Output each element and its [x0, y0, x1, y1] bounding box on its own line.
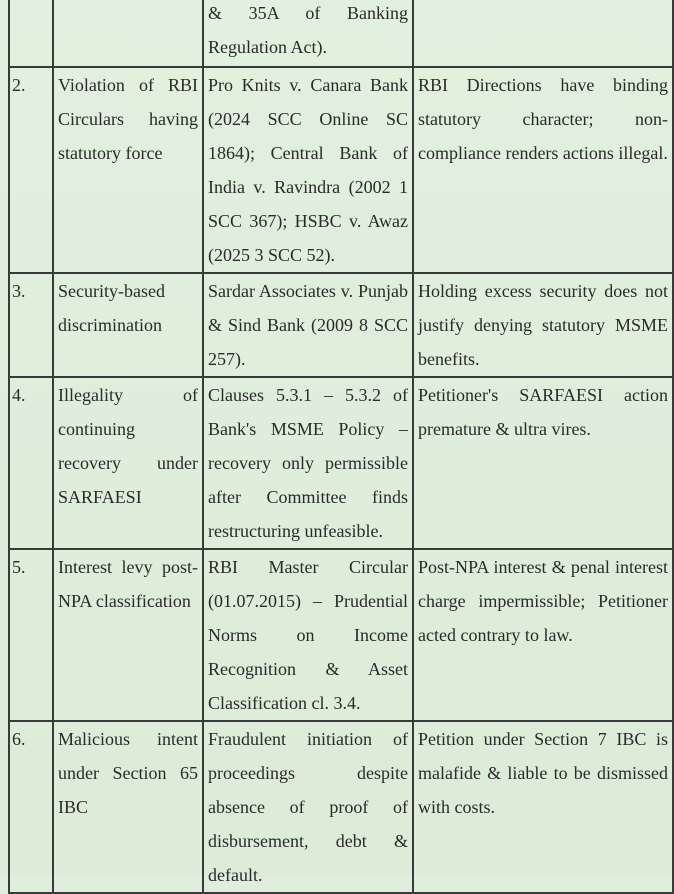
authority-cell: Clauses 5.3.1 – 5.3.2 of Bank's MSME Policy – recovery only permissible after Committee finds restructuring unfeasible. — [203, 377, 413, 549]
table-row — [9, 273, 673, 377]
table-row — [9, 0, 673, 67]
row-number — [9, 0, 53, 67]
authority-cell: Pro Knits v. Canara Bank (2024 SCC Online SC 1864); Central Bank of India v. Ravindra (2002 1 SCC 367); HSBC v. Awaz (2025 3 SCC 52). — [203, 67, 413, 273]
row-number: 6. — [9, 721, 53, 893]
authority-cell: Sardar Associates v. Punjab & Sind Bank (2009 8 SCC 257). — [203, 273, 413, 377]
holding-cell: Post-NPA interest & penal interest charge impermissible; Petitioner acted contrary to law. — [413, 549, 673, 721]
authority-cell: Fraudulent initiation of proceedings despite absence of proof of disbursement, debt & default. — [203, 721, 413, 893]
holding-cell: RBI Directions have binding statutory character; non-compliance renders actions illegal. — [413, 67, 673, 273]
grounds-table — [8, 0, 674, 894]
ground-cell — [53, 0, 203, 67]
row-number: 2. — [9, 67, 53, 273]
table-row — [9, 549, 673, 721]
table-row — [9, 67, 673, 273]
holding-cell — [413, 0, 673, 67]
row-number: 5. — [9, 549, 53, 721]
ground-cell: Security-based discrimination — [53, 273, 203, 377]
row-number: 4. — [9, 377, 53, 549]
ground-cell: Violation of RBI Circulars having statutory force — [53, 67, 203, 273]
table-row — [9, 377, 673, 549]
ground-cell: Interest levy post-NPA classification — [53, 549, 203, 721]
authority-cell: RBI Master Circular (01.07.2015) – Prudential Norms on Income Recognition & Asset Classification cl. 3.4. — [203, 549, 413, 721]
row-number: 3. — [9, 273, 53, 377]
ground-cell: Malicious intent under Section 65 IBC — [53, 721, 203, 893]
holding-cell: Holding excess security does not justify denying statutory MSME benefits. — [413, 273, 673, 377]
holding-cell: Petitioner's SARFAESI action premature & ultra vires. — [413, 377, 673, 549]
table-row — [9, 721, 673, 893]
holding-cell: Petition under Section 7 IBC is malafide & liable to be dismissed with costs. — [413, 721, 673, 893]
authority-cell: & 35A of Banking Regulation Act). — [203, 0, 413, 67]
ground-cell: Illegality of continuing recovery under SARFAESI — [53, 377, 203, 549]
